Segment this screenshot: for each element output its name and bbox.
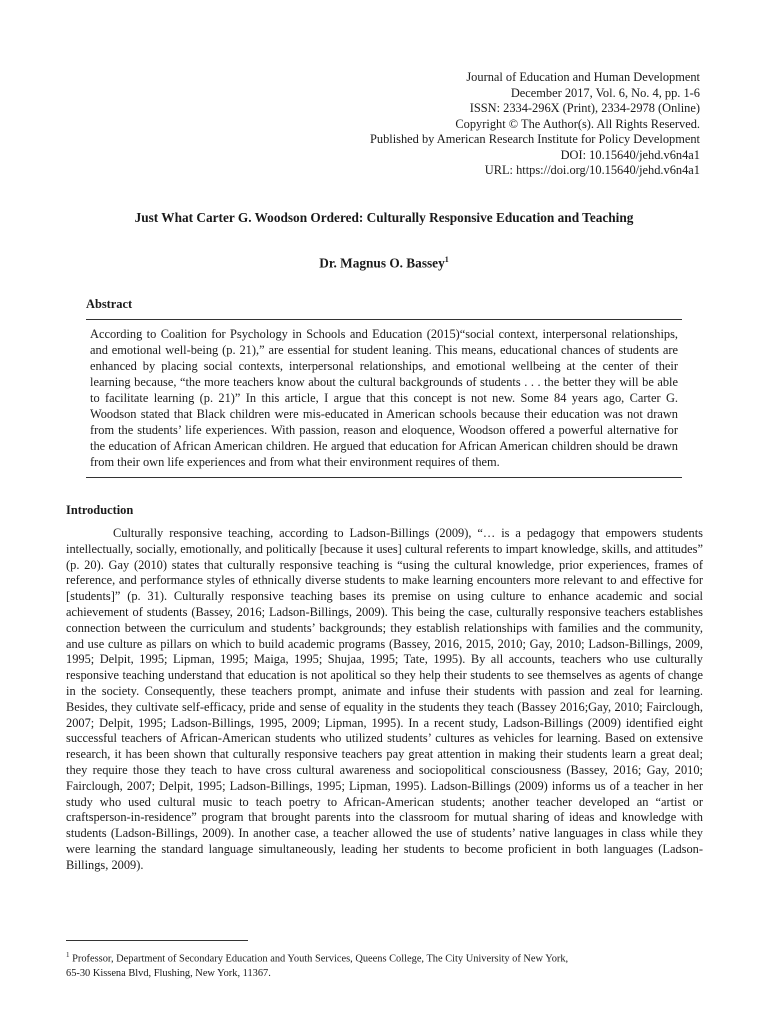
publisher: Published by American Research Institute for Policy Development — [370, 132, 700, 146]
footnote-text-1: Professor, Department of Secondary Education and Youth Services, Queens College, The City University of New York, — [72, 953, 569, 965]
introduction-paragraph: Culturally responsive teaching, according to Ladson-Billings (2009), “… is a pedagogy that empowers students intellectually, socially, emotionally, and politically [because it uses] cultural referents to impart knowledge, skills, and attitudes” (p. 20). Gay (2010) states that culturally responsive teaching is “using the cultural knowledge, prior experiences, frames of reference, and performance styles of ethnically diverse students to make learning encounters more relevant to and effective for [students]” (p. 31). Culturally responsive teaching bases its premise on using culture to enhance academic and social achievement of students (Bassey, 2016; Ladson-Billings, 2009). This being the case, culturally responsive teachers establishes connection between the curriculum and students’ backgrounds; they establish relationships with families and the community, and use culture as pillars on which to build academic programs (Bassey, 2016, 2015, 2010; Gay, 2010; Ladson-Billings, 2009, 1995; Delpit, 1995; Lipman, 1995; Maiga, 1995; Shujaa, 1995; Tate, 1995). By all accounts, teachers who use culturally responsive teaching understand that education is not apolitical so they help their students to see themselves as agents of change in the society. Consequently, these teachers prompt, animate and infuse their students with passion and zeal for learning. Besides, they cultivate self-efficacy, pride and sense of equality in the students they teach (Bassey 2016;Gay, 2010; Fairclough, 2007; Delpit, 1995; Ladson-Billings, 1995, 2009; Lipman, 1995). In a recent study, Ladson-Billings (2009) identified eight successful teachers of African-American students who utilized students’ cultures as vehicles for learning. Based on extensive research, it has been shown that culturally responsive teachers pay great attention in making their students learn a great deal; they require those they teach to have cross cultural awareness and sociopolitical consciousness (Bassey, 2016; Gay, 2010; Fairclough, 2007; Delpit, 1995; Ladson-Billings, 1995; Lipman, 1995). Ladson-Billings (2009) informs us of a teacher in her study who used cultural music to teach poetry to African-American students; another teacher developed an “artist or craftsperson-in-residence” program that brought parents into the classroom for mutual sharing of ideas and knowledge with students (Ladson-Billings, 2009). In another case, a teacher allowed the use of students’ native languages in class while they were learning the standard language simultaneously, leading her students to become proficient in both languages (Ladson-Billings, 2009). — [66, 526, 703, 872]
author-footnote-mark: 1 — [444, 255, 449, 264]
footnote-line-1 — [66, 948, 703, 966]
introduction-heading: Introduction — [66, 503, 134, 517]
abstract-box — [86, 319, 682, 478]
doi: DOI: 10.15640/jehd.v6n4a1 — [560, 147, 700, 162]
author-name: Dr. Magnus O. Bassey — [319, 255, 445, 271]
author-line — [0, 255, 768, 271]
issn: ISSN: 2334-296X (Print), 2334-2978 (Online) — [469, 101, 700, 115]
footnote-mark: 1 — [66, 951, 70, 959]
footnote-line-2: 65-30 Kissena Blvd, Flushing, New York, 11367. — [66, 968, 271, 980]
journal-name: Journal of Education and Human Development — [466, 70, 700, 84]
copyright: Copyright © The Author(s). All Rights Reserved. — [455, 116, 700, 131]
footnote — [66, 948, 703, 981]
abstract-heading: Abstract — [86, 297, 133, 311]
paper-title: Just What Carter G. Woodson Ordered: Culturally Responsive Education and Teaching — [134, 210, 634, 225]
abstract-text: According to Coalition for Psychology in Schools and Education (2015)“social context, interpersonal relationships, and emotional well-being (p. 21),” are essential for student leaning. This means, educational chances of students are enhanced by placing social contexts, interpersonal relationships, and emotional wellbeing at the center of their learning because, “the more teachers know about the cultural backgrounds of students . . . the better they will be able to facilitate learning (p. 21)” In this article, I argue that this concept is not new. Some 84 years ago, Carter G. Woodson stated that Black children were mis-educated in American schools because their education was not drawn from the students’ life experiences. With passion, reason and eloquence, Woodson offered a powerful alternative for the education of African American children. He argued that education for African American children should be drawn from their own life experiences and from what their environment requires of them. — [90, 327, 678, 470]
journal-masthead — [370, 70, 700, 179]
url: URL: https://doi.org/10.15640/jehd.v6n4a1 — [484, 163, 700, 177]
issue-info: December 2017, Vol. 6, No. 4, pp. 1-6 — [510, 85, 700, 100]
footnote-divider — [66, 940, 248, 941]
